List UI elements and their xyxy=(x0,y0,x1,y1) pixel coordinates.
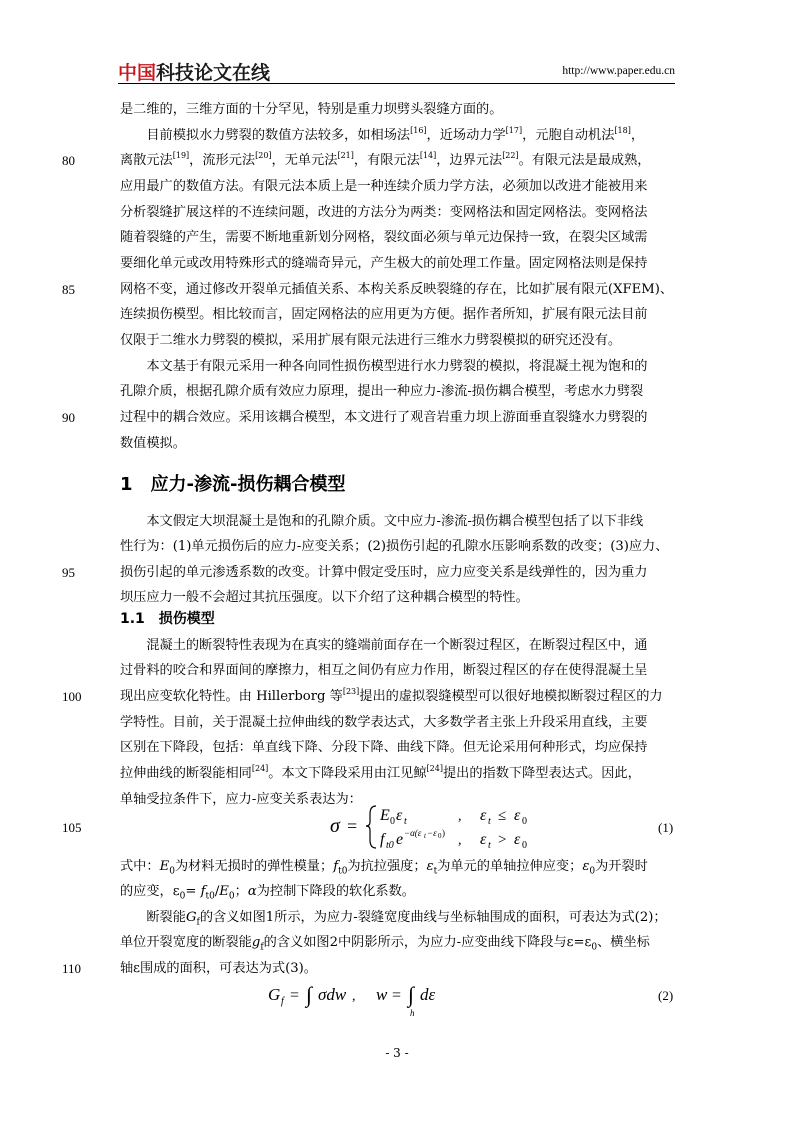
logo-text: 科技论文在线 xyxy=(156,62,271,84)
subsection-heading: 1.1 损伤模型 xyxy=(120,611,215,627)
line-number: 95 xyxy=(62,565,75,580)
svg-text:0: 0 xyxy=(522,816,527,827)
text-line: 网格不变，通过修改开裂单元插值关系、本构关系反映裂缝的存在，比如扩展有限元(XFEM)、 xyxy=(120,282,674,297)
header-rule xyxy=(118,83,675,84)
equation-2-graphic xyxy=(268,978,508,1020)
svg-text:,: , xyxy=(458,833,462,848)
svg-text:>: > xyxy=(498,832,507,848)
site-logo xyxy=(118,58,270,85)
svg-text:0: 0 xyxy=(522,840,527,851)
equation-1 xyxy=(330,800,610,850)
text-line: 拉伸曲线的断裂能相同[24]。本文下降段采用由江见鲸[24]提出的指数下降型表达式。因此， xyxy=(120,764,641,781)
text-line: 式中：$E_0$为材料无损时的弹性模量；$f_{t0}$为抗拉强度；$\varepsilon_t$为单元的单轴拉伸应变；$\varepsilon_0$为开裂时 xyxy=(120,859,648,877)
text-line: 的应变，$\varepsilon_0= f_{t0}/E_0$；α为控制下降段的软化系数。 xyxy=(120,884,415,902)
svg-text:,: , xyxy=(458,809,462,824)
text-line: 分析裂缝扩展这样的不连续问题，改进的方法分为两类：变网格法和固定网格法。变网格法 xyxy=(120,205,648,220)
svg-text:ε: ε xyxy=(514,831,521,848)
line-number: 90 xyxy=(62,410,75,425)
svg-text:ε: ε xyxy=(480,831,487,848)
equation-1-graphic xyxy=(330,800,610,852)
svg-text:σ: σ xyxy=(330,815,340,837)
svg-text:−α(ε: −α(ε xyxy=(404,828,422,838)
svg-text:σdw: σdw xyxy=(318,985,347,1004)
svg-text:w: w xyxy=(376,985,388,1004)
svg-text:f: f xyxy=(380,831,385,848)
svg-text:dε: dε xyxy=(420,985,436,1004)
svg-text:=: = xyxy=(290,987,300,1004)
text-line: 单位开裂宽度的断裂能$g_f$的含义如图2中阴影所示，为应力-应变曲线下降段与$\varepsilon=\varepsilon_0$、横坐标 xyxy=(120,935,650,953)
text-line: 过骨料的咬合和界面间的摩擦力，相互之间仍有应力作用，断裂过程区的存在使得混凝土呈 xyxy=(120,663,648,678)
svg-text:0: 0 xyxy=(390,816,395,827)
svg-text:f: f xyxy=(281,996,284,1007)
text-line: 坝压应力一般不会超过其抗压强度。以下介绍了这种耦合模型的特性。 xyxy=(120,590,529,605)
text-line: 轴ε围成的面积，可表达为式(3)。 xyxy=(120,961,317,976)
header-url[interactable]: http://www.paper.edu.cn xyxy=(562,65,675,77)
text-line: 连续损伤模型。相比较而言，固定网格法的应用更为方便。据作者所知，扩展有限元法目前 xyxy=(120,307,648,322)
text-line: 要细化单元或改用特殊形式的缝端奇异元，产生极大的前处理工作量。固定网格法则是保持 xyxy=(120,256,648,271)
svg-text:−ε: −ε xyxy=(427,828,437,838)
svg-text:∫: ∫ xyxy=(408,982,415,1007)
text-line: 离散元法[19]，流形元法[20]，无单元法[21]，有限元法[14]，边界元法[22]。有限元法是最成熟， xyxy=(120,151,651,168)
text-line: 本文基于有限元采用一种各向同性损伤模型进行水力劈裂的模拟，将混凝土视为饱和的 xyxy=(120,359,648,374)
text-line: 区别在下降段，包括：单直线下降、分段下降、曲线下降。但无论采用何种形式，均应保持 xyxy=(120,740,648,755)
equation-number: (2) xyxy=(658,988,674,1003)
line-number: 100 xyxy=(62,689,82,704)
text-line: 混凝土的断裂特性表现为在真实的缝端前面存在一个断裂过程区，在断裂过程区中，通 xyxy=(120,638,648,653)
text-line: 是二维的，三维方面的十分罕见，特别是重力坝劈头裂缝方面的。 xyxy=(120,102,503,117)
text-line: 性行为：(1)单元损伤后的应力-应变关系；(2)损伤引起的孔隙水压影响系数的改变；(3)应力、 xyxy=(120,539,669,554)
text-line: 本文假定大坝混凝土是饱和的孔隙介质。文中应力-渗流-损伤耦合模型包括了以下非线 xyxy=(120,514,644,529)
svg-text:ε: ε xyxy=(396,807,403,824)
svg-text:t: t xyxy=(424,832,426,840)
svg-text:t: t xyxy=(488,816,491,827)
page-header xyxy=(118,58,675,82)
svg-text:ε: ε xyxy=(480,807,487,824)
line-number: 110 xyxy=(62,961,82,976)
text-line: 随着裂缝的产生，需要不断地重新划分网格，裂纹面必须与单元边保持一致，在裂尖区域需 xyxy=(120,230,648,245)
line-number: 105 xyxy=(62,820,82,835)
text-line: 目前模拟水力劈裂的数值方法较多，如相场法[16]，近场动力学[17]，元胞自动机法[18]， xyxy=(120,126,645,143)
line-number: 85 xyxy=(62,282,75,297)
svg-text:E: E xyxy=(380,807,390,824)
svg-text:G: G xyxy=(268,985,281,1004)
svg-text:t: t xyxy=(488,840,491,851)
svg-text:=: = xyxy=(392,987,402,1004)
svg-text:h: h xyxy=(410,1008,415,1018)
text-line: 单轴受拉条件下，应力-应变关系表达为： xyxy=(120,792,362,807)
text-line: 孔隙介质，根据孔隙介质有效应力原理，提出一种应力-渗流-损伤耦合模型，考虑水力劈裂 xyxy=(120,384,644,399)
text-line: 学特性。目前，关于混凝土拉伸曲线的数学表达式，大多数学者主张上升段采用直线，主要 xyxy=(120,715,648,730)
line-number: 80 xyxy=(62,153,75,168)
section-heading: 1 应力-渗流-损伤耦合模型 xyxy=(120,474,346,495)
svg-text:=: = xyxy=(347,816,358,836)
svg-text:≤: ≤ xyxy=(498,808,507,824)
equation-2 xyxy=(268,978,508,1018)
svg-text:t: t xyxy=(404,816,407,827)
text-line: 现出应变软化特性。由 Hillerborg 等[23]提出的虚拟裂缝模型可以很好地模拟断裂过程区的力 xyxy=(120,687,663,704)
svg-text:ε: ε xyxy=(514,807,521,824)
text-line: 数值模拟。 xyxy=(120,436,186,451)
page-number: - 3 - xyxy=(385,1046,409,1060)
svg-text:0: 0 xyxy=(438,832,442,840)
text-line: 仅限于二维水力劈裂的模拟，采用扩展有限元法进行三维水力劈裂模拟的研究还没有。 xyxy=(120,333,622,348)
text-line: 损伤引起的单元渗透系数的改变。计算中假定受压时，应力应变关系是线弹性的，因为重力 xyxy=(120,565,648,580)
svg-text:t0: t0 xyxy=(386,840,394,851)
text-line: 过程中的耦合效应。采用该耦合模型，本文进行了观音岩重力坝上游面垂直裂缝水力劈裂的 xyxy=(120,410,648,425)
text-line: 断裂能$G_f$的含义如图1所示，为应力-裂缝宽度曲线与坐标轴围成的面积，可表达为式(2)； xyxy=(120,910,667,928)
svg-text:∫: ∫ xyxy=(306,982,313,1007)
svg-text:e: e xyxy=(396,831,404,848)
text-line: 应用最广的数值方法。有限元法本质上是一种连续介质力学方法，必须加以改进才能被用来 xyxy=(120,179,648,194)
svg-text:): ) xyxy=(442,828,445,838)
svg-text:,: , xyxy=(352,989,356,1004)
logo-red-text: 中国 xyxy=(118,62,157,84)
equation-number: (1) xyxy=(658,820,674,835)
